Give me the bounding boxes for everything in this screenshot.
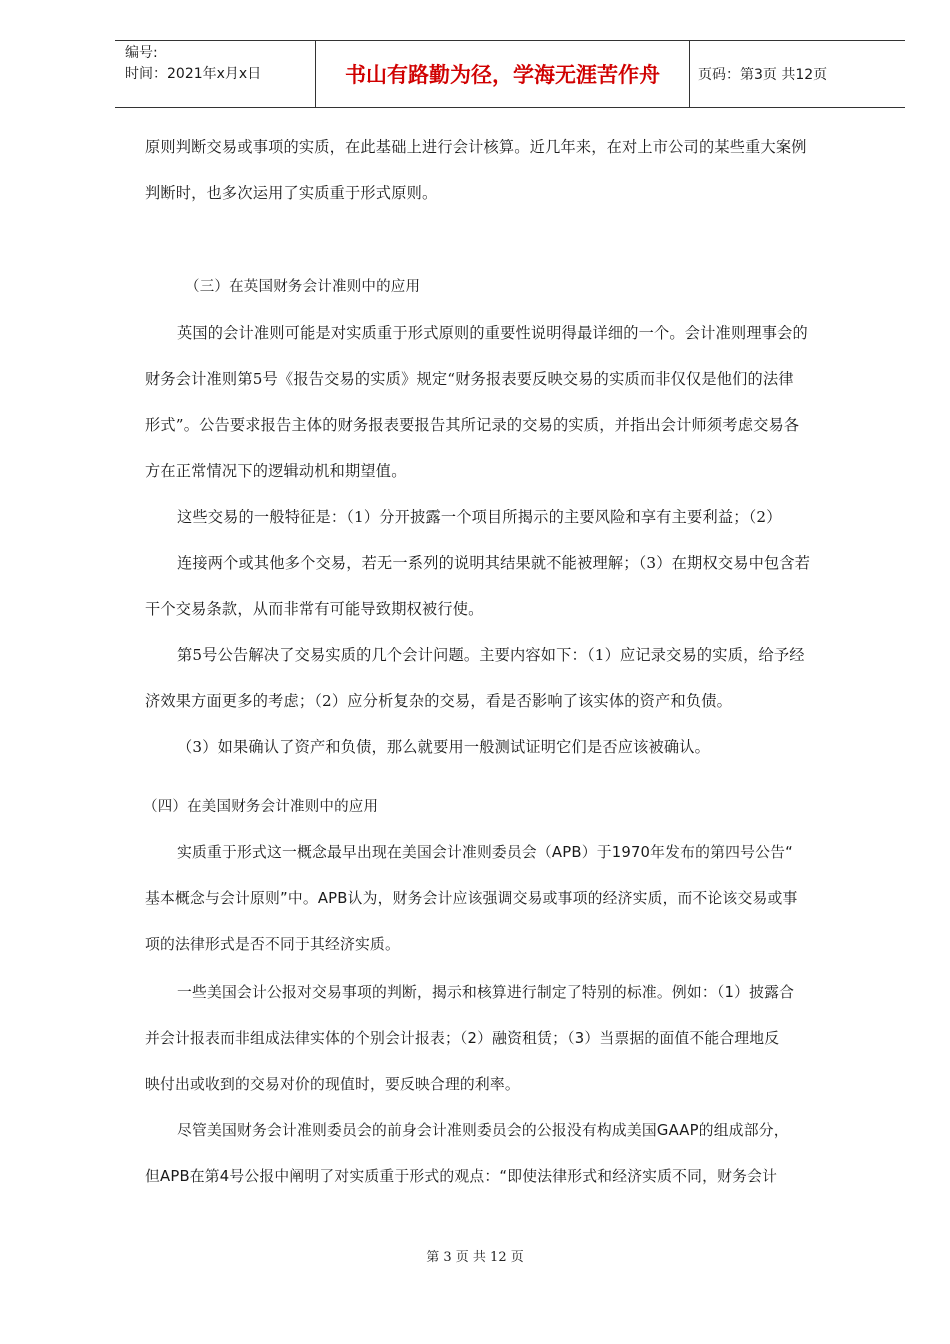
paragraph-line: 一些美国会计公报对交易事项的判断，揭示和核算进行制定了特别的标准。例如：（1）披露合 [177,984,795,1001]
header-meta [115,41,316,107]
paragraph-line: 济效果方面更多的考虑；（2）应分析复杂的交易，看是否影响了该实体的资产和负债。 [145,692,732,710]
paragraph-line: （3）如果确认了资产和负债，那么就要用一般测试证明它们是否应该被确认。 [177,738,711,756]
paragraph-line: 英国的会计准则可能是对实质重于形式原则的重要性说明得最详细的一个。会计准则理事会的 [177,324,808,342]
page-footer: 第 3 页 共 12 页 [426,1250,524,1265]
header-time: 时间：2021年x月x日 [125,66,262,82]
page-header [115,40,905,108]
paragraph-line: 映付出或收到的交易对价的现值时，要反映合理的利率。 [145,1076,520,1093]
paragraph-line: 方在正常情况下的逻辑动机和期望值。 [145,462,407,480]
paragraph-line: 形式”。公告要求报告主体的财务报表要报告其所记录的交易的实质，并指出会计师须考虑交易各 [145,416,800,434]
paragraph-line: 第5号公告解决了交易实质的几个会计问题。主要内容如下：（1）应记录交易的实质，给予经 [177,646,805,664]
paragraph-line: 但APB在第4号公报中阐明了对实质重于形式的观点：“即使法律形式和经济实质不同，财务会计 [145,1168,778,1185]
paragraph-line: 项的法律形式是否不同于其经济实质。 [145,936,400,953]
section-heading-us: （四）在美国财务会计准则中的应用 [143,799,379,815]
paragraph-line: 干个交易条款，从而非常有可能导致期权被行使。 [145,600,484,618]
paragraph-line: 原则判断交易或事项的实质，在此基础上进行会计核算。近几年来，在对上市公司的某些重大案例 [145,138,807,156]
paragraph-line: 连接两个或其他多个交易，若无一系列的说明其结果就不能被理解；（3）在期权交易中包含若 [177,554,811,572]
paragraph-line: 实质重于形式这一概念最早出现在美国会计准则委员会（APB）于1970年发布的第四号公告“ [177,844,794,861]
paragraph-line: 判断时，也多次运用了实质重于形式原则。 [145,184,438,202]
paragraph-line: 基本概念与会计原则”中。APB认为，财务会计应该强调交易或事项的经济实质，而不论该交易或事 [145,890,798,907]
paragraph-line: 并会计报表而非组成法律实体的个别会计报表；（2）融资租赁；（3）当票据的面值不能合理地反 [145,1030,780,1047]
paragraph-line: 这些交易的一般特征是：（1）分开披露一个项目所揭示的主要风险和享有主要利益；（2） [177,508,782,526]
paragraph-line: 尽管美国财务会计准则委员会的前身会计准则委员会的公报没有构成美国GAAP的组成部分， [177,1122,789,1139]
header-number: 编号: [125,45,158,61]
header-motto: 书山有路勤为径，学海无涯苦作舟 [316,41,690,107]
paragraph-line: 财务会计准则第5号《报告交易的实质》规定“财务报表要反映交易的实质而非仅仅是他们的法律 [145,370,794,388]
header-page-number: 页码：第3页 共12页 [698,67,828,83]
section-heading-uk: （三）在英国财务会计准则中的应用 [185,279,421,295]
